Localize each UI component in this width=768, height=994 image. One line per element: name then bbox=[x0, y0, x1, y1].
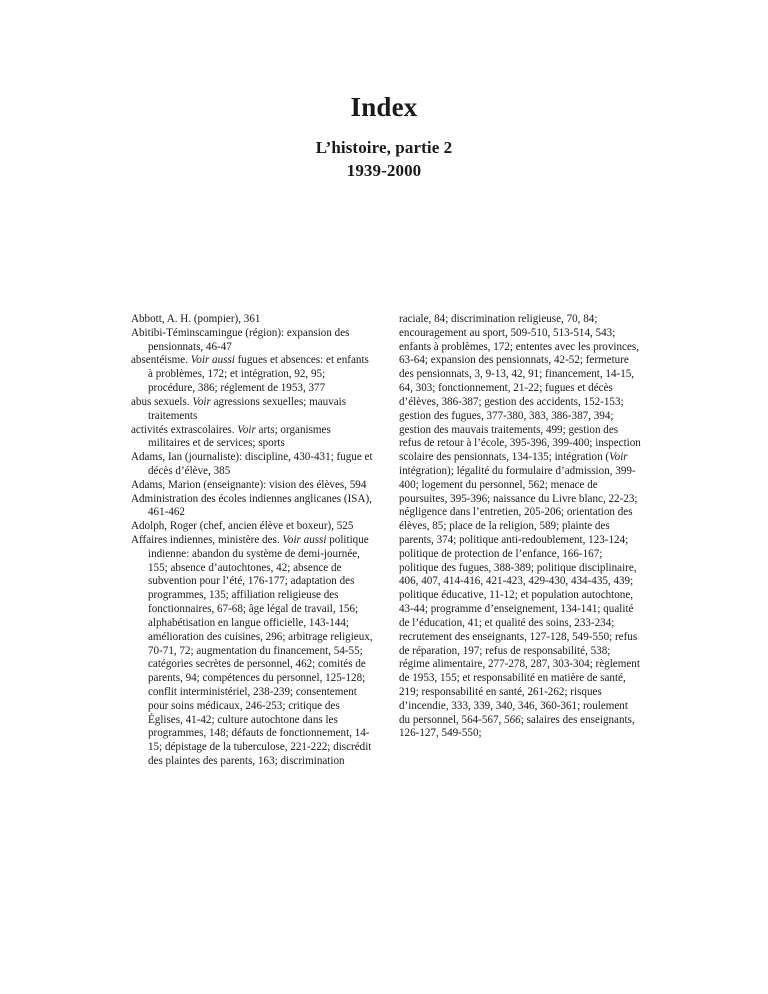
index-entry-administration-ecoles-indiennes-anglicanes bbox=[131, 493, 373, 521]
cross-reference-italic: Voir bbox=[192, 395, 211, 408]
entry-text: Abitibi-Téminscamingue (région): expansion des pensionnats, 46-47 bbox=[131, 326, 350, 353]
entry-text: fugues et absences: et enfants à problèmes, 172; et intégration, 92, 95; procédure, 386; réglement de 1953, 377 bbox=[148, 354, 369, 395]
index-body bbox=[131, 313, 641, 769]
subtitle-block bbox=[0, 137, 768, 182]
entry-text: Abbott, A. H. (pompier), 361 bbox=[131, 313, 261, 325]
index-entry-adolph-roger bbox=[131, 520, 373, 534]
index-entry-abus-sexuels bbox=[131, 396, 373, 424]
cross-reference-italic: Voir bbox=[237, 423, 256, 436]
entry-text: intégration); légalité du formulaire d’admission, 399-400; logement du personnel, 562; menace de poursuites, 395-396; naissance du Livre blanc, 22-23; négligence dans l’entretien, 205-206; orientation des élèves, 85; place de la religion, 589; plainte des parents, 374; politique anti-redoublement, 123-124; politique de protection de l’enfance, 166-167; politique des fugues, 388-389; politique disciplinaire, 406, 407, 414-416, 421-423, 429-430, 434-435, 439; politique éducative, 11-12; et population autochtone, 43-44; programme d’enseignement, 134-141; qualité de l’éducation, 41; et qualité des soins, 233-234; recrutement des enseignants, 127-128, 549-550; refus de réparation, 197; refus de responsabilité, 538; régime alimentaire, 277-278, 287, 303-304; règlement de 1953, 155; et responsabilité en matière de santé, 219; responsabilité en santé, 261-262; risques d’incendie, 333, 339, 340, 346, 360-361; roulement du personnel, 564-567, bbox=[399, 464, 640, 726]
entry-text: Administration des écoles indiennes anglicanes (ISA), 461-462 bbox=[131, 492, 372, 519]
subtitle-line-work: L’histoire, partie 2 bbox=[315, 138, 453, 158]
index-entry-absenteisme bbox=[131, 354, 373, 395]
cross-reference-italic: 566 bbox=[504, 713, 521, 726]
entry-text: agressions sexuelles; mauvais traitements bbox=[148, 395, 347, 422]
entry-text: activités extrascolaires. bbox=[131, 423, 238, 436]
subtitle-line-years: 1939-2000 bbox=[346, 160, 422, 180]
entry-text: raciale, 84; discrimination religieuse, 70, 84; encouragement au sport, 509-510, 513-514, 543; enfants à problèmes, 172; ententes avec les provinces, 63-64; expansion des pensionnats, 42-52; fermeture des pensionnats, 3, 9-13, 42, 91; financement, 14-15, 64, 303; fonctionnement, 21-22; fugues et décès d’élèves, 386-387; gestion des accidents, 152-153; gestion des fugues, 377-380, 383, 386-387, 394; gestion des mauvais traitements, 499; gestion des refus de retour à l’école, 395-396, 399-400; inspection scolaire des pensionnats, 134-135; intégration ( bbox=[399, 313, 641, 464]
left-column bbox=[131, 313, 373, 769]
entry-text: politique indienne: abandon du système de demi-journée, 155; absence d’autochtones, 42; absence de subvention pour l’été, 176-177; adaptation des programmes, 135; affiliation religieuse des fonctionnaires, 67-68; âge légal de travail, 156; alphabétisation en langue officielle, 143-144; amélioration des cuisines, 296; arbitrage religieux, 70-71, 72; augmentation du financement, 54-55; catégories secrètes de personnel, 462; comités de parents, 94; compétences du personnel, 125-128; conflit interministériel, 238-239; consentement pour soins médicaux, 246-253; critique des Églises, 41-42; culture autochtone dans les programmes, 148; défauts de fonctionnement, 14-15; dépistage de la tuberculose, 221-222; discrédit des plaintes des parents, 163; discrimination bbox=[148, 534, 373, 767]
index-entry-adams-ian bbox=[131, 451, 373, 479]
cross-reference-italic: Voir aussi bbox=[282, 534, 327, 546]
entry-text: Adams, Marion (enseignante): vision des élèves, 594 bbox=[131, 478, 367, 491]
page-title: Index bbox=[350, 92, 418, 122]
index-entry-affaires-indiennes-suite bbox=[399, 313, 641, 741]
entry-text: absentéisme. bbox=[131, 354, 191, 367]
index-entry-abitibi-temiscamingue bbox=[131, 327, 373, 355]
index-entry-affaires-indiennes bbox=[131, 534, 373, 769]
entry-text: Affaires indiennes, ministère des. bbox=[131, 534, 283, 546]
entry-text: abus sexuels. bbox=[131, 395, 193, 408]
entry-text: Adams, Ian (journaliste): discipline, 430-431; fugue et décès d’élève, 385 bbox=[131, 451, 373, 477]
entry-text: arts; organismes militaires et de services; sports bbox=[148, 423, 331, 450]
cross-reference-italic: Voir aussi bbox=[190, 354, 235, 367]
entry-text: ; salaires des enseignants, 126-127, 549-550; bbox=[399, 713, 635, 740]
index-entry-adams-marion bbox=[131, 479, 373, 493]
entry-text: Adolph, Roger (chef, ancien élève et boxeur), 525 bbox=[131, 520, 354, 533]
index-entry-abbott bbox=[131, 313, 373, 327]
right-column bbox=[399, 313, 641, 741]
index-entry-activites-extrascolaires bbox=[131, 424, 373, 452]
masthead bbox=[0, 0, 768, 182]
cross-reference-italic: Voir bbox=[609, 451, 628, 464]
